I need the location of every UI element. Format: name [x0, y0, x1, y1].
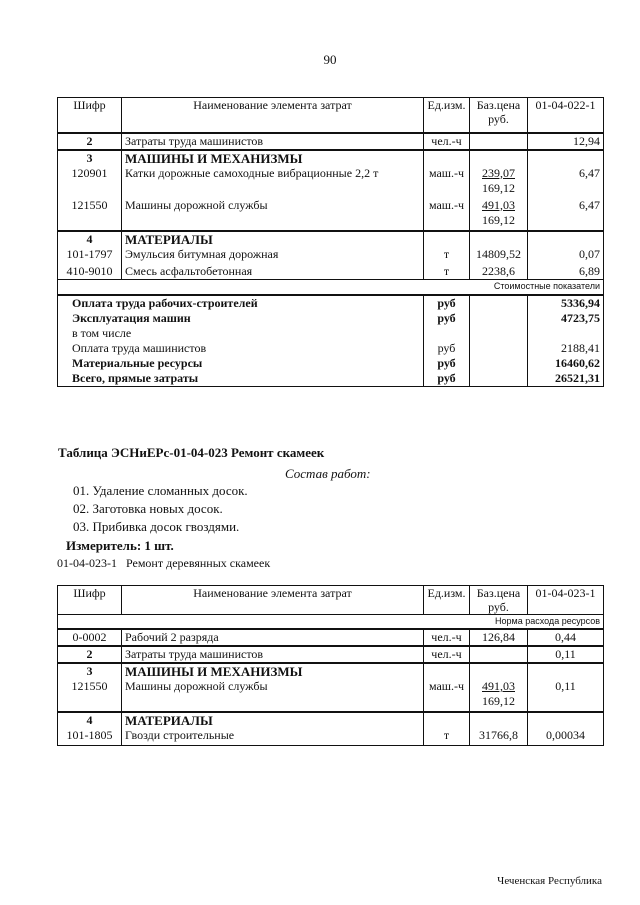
summary-row: Эксплуатация машин руб 4723,75: [58, 311, 604, 326]
col-header-item: 01-04-022-1: [528, 98, 604, 133]
work-item: 01. Удаление сломанных досок.: [73, 483, 248, 498]
table-row: 121550 Машины дорожной службы маш.-ч 491,03 169,12 6,47: [58, 198, 604, 231]
col-header-price: Баз.цена руб.: [470, 586, 528, 615]
work-item: 02. Заготовка новых досок.: [73, 501, 223, 516]
table-row: 410-9010 Смесь асфальтобетонная т 2238,6 6,89: [58, 264, 604, 280]
resource-table-2: [57, 585, 604, 746]
table-row: 120901 Катки дорожные самоходные вибрационные 2,2 т маш.-ч 239,07 169,12 6,47: [58, 166, 604, 198]
col-header-name: Наименование элемента затрат: [122, 586, 424, 615]
table-row: 4 МАТЕРИАЛЫ: [58, 231, 604, 247]
work-item: 03. Прибивка досок гвоздями.: [73, 519, 240, 534]
table-row: 3 МАШИНЫ И МЕХАНИЗМЫ: [58, 663, 604, 679]
table-header: [58, 586, 604, 615]
resource-table-1: [57, 97, 604, 387]
meter-label: Измеритель: 1 шт.: [66, 538, 174, 553]
summary-row: Материальные ресурсы руб 16460,62: [58, 356, 604, 371]
table-row: 2 Затраты труда машинистов чел.-ч 12,94: [58, 133, 604, 150]
table-row: 4 МАТЕРИАЛЫ: [58, 712, 604, 728]
col-header-price: Баз.цена руб.: [470, 98, 528, 133]
page-number: 90: [323, 52, 337, 67]
col-header-unit: Ед.изм.: [424, 98, 470, 133]
summary-row: Всего, прямые затраты руб 26521,31: [58, 371, 604, 387]
table-row: 121550 Машины дорожной службы маш.-ч 491,03 169,12 0,11: [58, 679, 604, 712]
table-row: 0-0002 Рабочий 2 разряда чел.-ч 126,84 0,44: [58, 629, 604, 646]
col-header-code: Шифр: [58, 586, 122, 615]
col-header-name: Наименование элемента затрат: [122, 98, 424, 133]
table-row: 101-1797 Эмульсия битумная дорожная т 14809,52 0,07: [58, 247, 604, 264]
col-header-code: Шифр: [58, 98, 122, 133]
works-subtitle: Состав работ:: [285, 466, 371, 481]
cost-indicators-row: Стоимостные показатели: [58, 279, 604, 295]
summary-row: Оплата труда машинистов руб 2188,41: [58, 341, 604, 356]
col-header-item: 01-04-023-1: [528, 586, 604, 615]
summary-row: Оплата труда рабочих-строителей руб 5336,94: [58, 295, 604, 311]
table-row: 101-1805 Гвозди строительные т 31766,8 0,00034: [58, 728, 604, 746]
table-header: [58, 98, 604, 133]
col-header-unit: Ед.изм.: [424, 586, 470, 615]
table-row: 3 МАШИНЫ И МЕХАНИЗМЫ: [58, 150, 604, 166]
item-label: 01-04-023-1 Ремонт деревянных скамеек: [57, 556, 271, 570]
footer-region: Чеченская Республика: [497, 875, 602, 887]
summary-row: в том числе: [58, 326, 604, 341]
section-title: Таблица ЭСНиЕРс-01-04-023 Ремонт скамеек: [58, 445, 325, 460]
norm-row: Норма расхода ресурсов: [58, 615, 604, 630]
table-row: 2 Затраты труда машинистов чел.-ч 0,11: [58, 646, 604, 663]
